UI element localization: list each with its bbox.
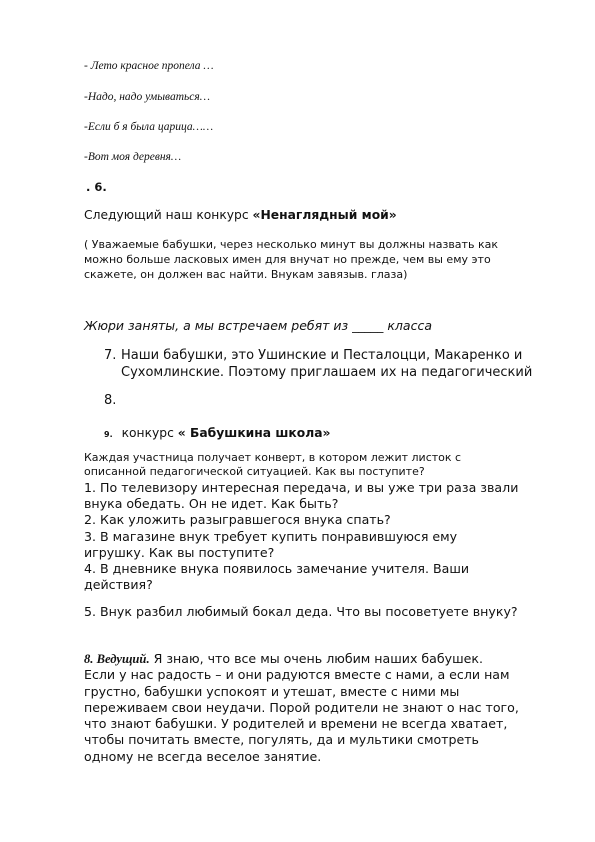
verse-line-1: - Лето красное пропела … bbox=[84, 60, 214, 72]
closing-line: грустно, бабушки успокоят и утешат, вместе с ними мы bbox=[84, 683, 460, 699]
jury-line: Жюри заняты, а мы встречаем ребят из _____ класса bbox=[84, 318, 432, 333]
question-1-line: 1. По телевизору интересная передача, и вы уже три раза звали bbox=[84, 480, 519, 495]
intro-line: Каждая участница получает конверт, в котором лежит листок с bbox=[84, 451, 462, 464]
item-7-line: Наши бабушки, это Ушинские и Песталоцци, Макаренко и bbox=[121, 348, 523, 363]
intro-line: описанной педагогической ситуацией. Как вы поступите? bbox=[84, 465, 425, 478]
contest-1-desc-line: можно больше ласковых имен для внучат но прежде, чем вы ему это bbox=[84, 253, 491, 266]
contest-1-desc-line: ( Уважаемые бабушки, через несколько минут вы должны назвать как bbox=[84, 238, 498, 251]
closing-line: Я знаю, что все мы очень любим наших бабушек. bbox=[149, 651, 483, 666]
question-4-line: 4. В дневнике внука появилось замечание учителя. Ваши bbox=[84, 561, 470, 577]
contest-heading-1-name: «Ненаглядный мой» bbox=[252, 208, 397, 222]
closing-line: одному не всегда веселое занятие. bbox=[84, 748, 322, 764]
question-3-line: игрушку. Как вы поступите? bbox=[84, 544, 275, 560]
verse-line-4: -Вот моя деревня… bbox=[84, 151, 182, 163]
question-3-line: 3. В магазине внук требует купить понравившуюся ему bbox=[84, 528, 458, 544]
closing-line: переживаем свои неудачи. Порой родители не знают о нас того, bbox=[84, 699, 519, 715]
item-7-text bbox=[121, 347, 532, 381]
verse-line-2: -Надо, надо умываться… bbox=[84, 91, 210, 103]
closing-paragraph bbox=[84, 651, 519, 765]
contest-heading-1-prefix: Следующий наш конкурс bbox=[84, 208, 253, 222]
item-9-name: « Бабушкина школа» bbox=[177, 426, 331, 440]
item-9-heading bbox=[104, 426, 330, 443]
contest-heading-1 bbox=[84, 208, 397, 224]
question-5: 5. Внук разбил любимый бокал деда. Что вы посоветуете внуку? bbox=[84, 604, 518, 619]
question-2-line: 2. Как уложить разыгравшегося внука спать? bbox=[84, 512, 391, 528]
contest-1-desc-line: скажете, он должен вас найти. Внукам завязыв. глаза) bbox=[84, 268, 408, 281]
item-8-number: 8. bbox=[104, 393, 117, 408]
item-7-line: Сухомлинские. Поэтому приглашаем их на педагогический bbox=[121, 365, 533, 380]
contest-2-intro bbox=[84, 451, 461, 479]
item-9-number: 9. bbox=[104, 430, 113, 439]
closing-line: Если у нас радость – и они радуются вместе с нами, а если нам bbox=[84, 667, 510, 683]
verse-line-3: -Если б я была царица…… bbox=[84, 121, 214, 133]
question-1-line: внука обедать. Он не идет. Как быть? bbox=[84, 496, 339, 512]
closing-line: чтобы почитать вместе, погулять, да и мультики смотреть bbox=[84, 732, 479, 748]
questions-list bbox=[84, 480, 518, 593]
item-7-number: 7. bbox=[104, 348, 117, 363]
closing-line: что знают бабушки. У родителей и времени не всегда хватает, bbox=[84, 716, 508, 732]
contest-1-description bbox=[84, 237, 498, 282]
item-9-prefix: конкурс bbox=[121, 426, 178, 440]
question-4-line: действия? bbox=[84, 577, 153, 593]
closing-label: 8. Ведущий. bbox=[84, 652, 150, 666]
item-6-number: . 6. bbox=[86, 180, 107, 194]
